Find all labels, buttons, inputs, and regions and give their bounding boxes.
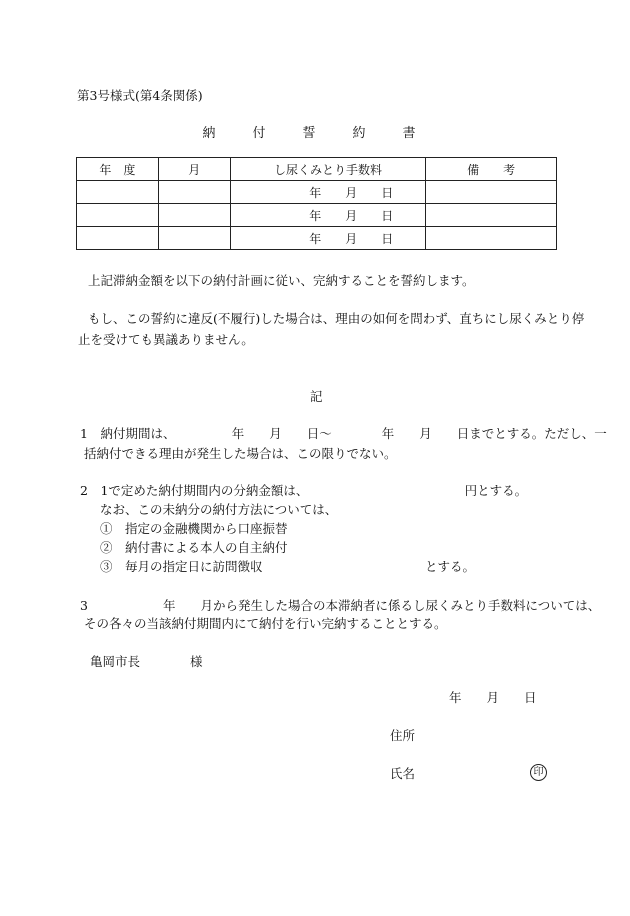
form-number: 第3号様式(第4条関係) <box>77 88 203 103</box>
header-month: 月 <box>158 158 230 181</box>
seal-icon: 印 <box>530 764 547 781</box>
item1-line2: 括納付できる理由が発生した場合は、この限りでない。 <box>84 446 397 461</box>
item3-line2: その各々の当該納付期間内にて納付を行い完納することとする。 <box>84 616 447 631</box>
header-remarks: 備 考 <box>426 158 557 181</box>
ki-heading: 記 <box>310 389 323 404</box>
method-1: ① 指定の金融機関から口座振替 <box>100 521 288 536</box>
pledge-text: 上記滞納金額を以下の納付計画に従い、完納することを誓約します。 <box>88 273 475 288</box>
cell-date[interactable]: 年 月 日 <box>230 204 426 227</box>
cell-remarks[interactable] <box>426 181 557 204</box>
payment-table <box>76 157 557 250</box>
signature-date: 年 月 日 <box>449 690 537 705</box>
cell-month[interactable] <box>158 204 230 227</box>
item3-line1: 3 年 月から発生した場合の本滞納者に係るし尿くみとり手数料については、 <box>80 598 601 613</box>
table-row <box>77 227 557 250</box>
item2-line2: なお、この未納分の納付方法については、 <box>100 502 338 517</box>
item2-line1: 2 1で定めた納付期間内の分納金額は、 円とする。 <box>80 483 528 498</box>
table-row <box>77 204 557 227</box>
addressee: 亀岡市長 様 <box>90 654 203 669</box>
cell-year[interactable] <box>77 227 159 250</box>
name-label: 氏名 <box>390 766 416 781</box>
cell-date[interactable]: 年 月 日 <box>230 227 426 250</box>
header-fee: し尿くみとり手数料 <box>230 158 426 181</box>
cell-month[interactable] <box>158 181 230 204</box>
cell-date[interactable]: 年 月 日 <box>230 181 426 204</box>
breach-text-line1: もし、この誓約に違反(不履行)した場合は、理由の如何を問わず、直ちにし尿くみとり停 <box>88 311 585 326</box>
cell-remarks[interactable] <box>426 227 557 250</box>
table-header-row <box>77 158 557 181</box>
method-2: ② 納付書による本人の自主納付 <box>100 540 288 555</box>
document-title: 納 付 誓 約 書 <box>202 126 428 141</box>
seal-stamp <box>530 763 547 781</box>
item1-line1: 1 納付期間は、 年 月 日～ 年 月 日までとする。ただし、一 <box>80 426 607 441</box>
cell-year[interactable] <box>77 204 159 227</box>
table-row <box>77 181 557 204</box>
breach-text-line2: 止を受けても異議ありません。 <box>78 332 254 347</box>
method-3: ③ 毎月の指定日に訪問徴収 とする。 <box>100 559 476 574</box>
cell-remarks[interactable] <box>426 204 557 227</box>
cell-year[interactable] <box>77 181 159 204</box>
cell-month[interactable] <box>158 227 230 250</box>
header-fiscal-year: 年 度 <box>77 158 159 181</box>
address-label: 住所 <box>390 728 416 743</box>
